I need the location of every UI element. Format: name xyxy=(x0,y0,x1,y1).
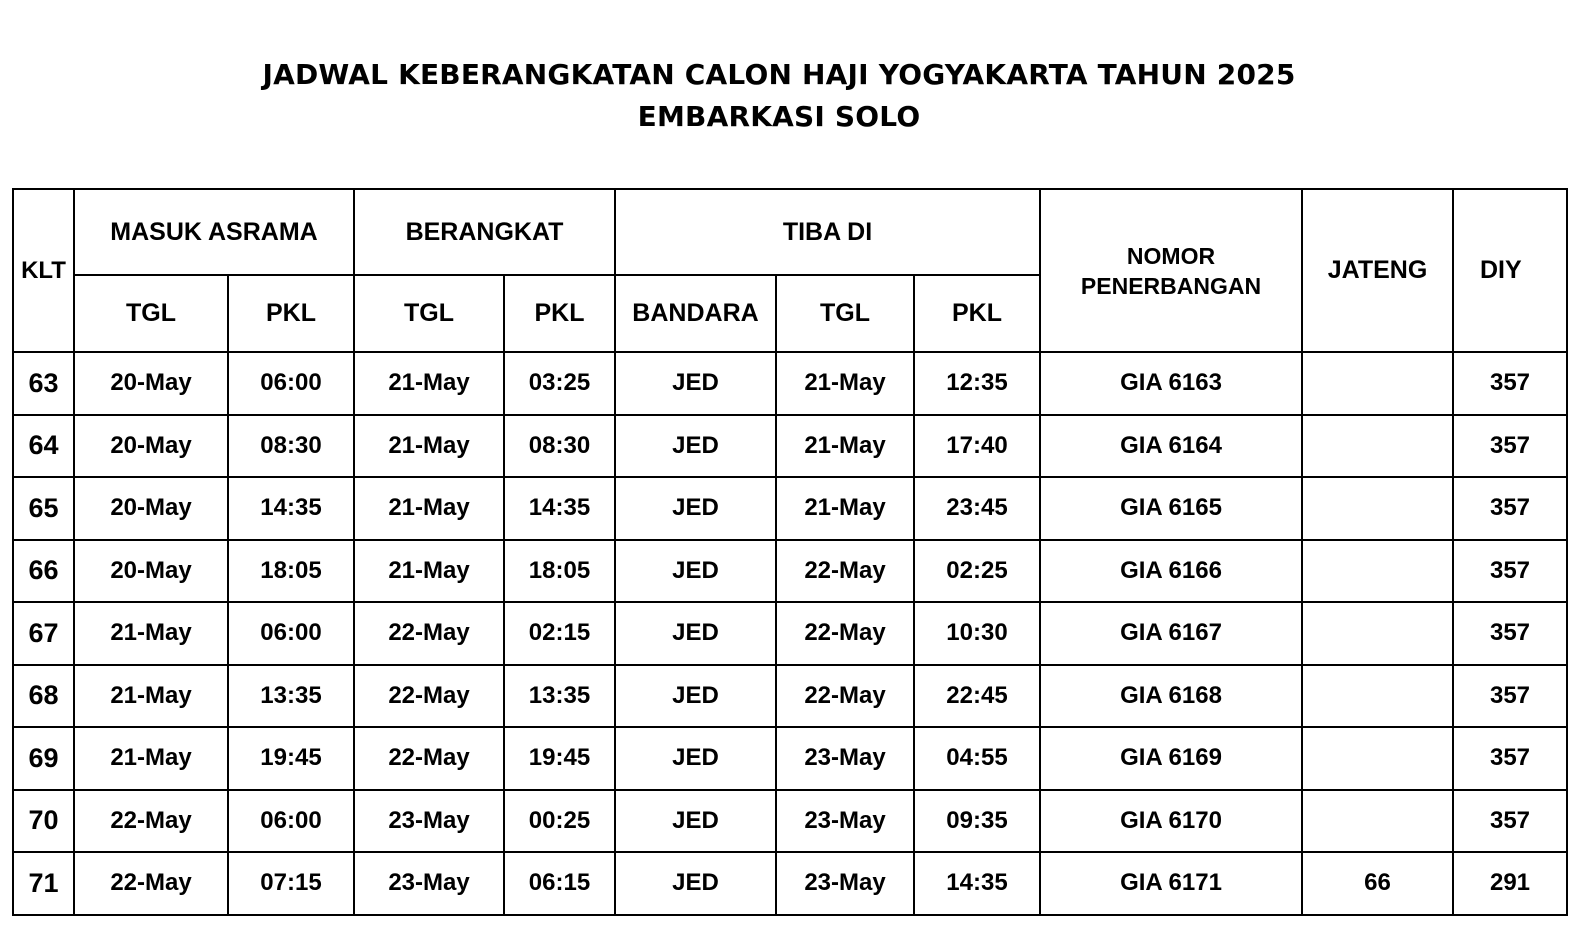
cell-masuk-pkl: 19:45 xyxy=(228,727,354,790)
cell-tiba-tgl: 23-May xyxy=(776,852,914,915)
cell-berangkat-tgl: 22-May xyxy=(354,727,504,790)
cell-berangkat-pkl: 02:15 xyxy=(504,602,615,665)
cell-tiba-pkl: 23:45 xyxy=(914,477,1040,540)
cell-berangkat-pkl: 18:05 xyxy=(504,540,615,603)
cell-bandara: JED xyxy=(615,790,776,853)
header-berangkat: BERANGKAT xyxy=(354,189,615,275)
table-row xyxy=(13,352,1567,415)
cell-flight: GIA 6166 xyxy=(1040,540,1302,603)
cell-tiba-pkl: 02:25 xyxy=(914,540,1040,603)
cell-flight: GIA 6168 xyxy=(1040,665,1302,728)
cell-masuk-pkl: 06:00 xyxy=(228,352,354,415)
table-row xyxy=(13,540,1567,603)
cell-tiba-tgl: 22-May xyxy=(776,665,914,728)
cell-bandara: JED xyxy=(615,852,776,915)
table-row xyxy=(13,665,1567,728)
cell-diy: 357 xyxy=(1453,477,1567,540)
header-masuk-tgl: TGL xyxy=(74,275,228,352)
header-bandara: BANDARA xyxy=(615,275,776,352)
cell-bandara: JED xyxy=(615,727,776,790)
cell-diy: 357 xyxy=(1453,727,1567,790)
cell-masuk-tgl: 21-May xyxy=(74,727,228,790)
cell-flight: GIA 6171 xyxy=(1040,852,1302,915)
cell-jateng xyxy=(1302,352,1453,415)
cell-masuk-tgl: 22-May xyxy=(74,852,228,915)
cell-flight: GIA 6165 xyxy=(1040,477,1302,540)
cell-diy: 291 xyxy=(1453,852,1567,915)
cell-diy: 357 xyxy=(1453,602,1567,665)
header-masuk-asrama: MASUK ASRAMA xyxy=(74,189,354,275)
cell-berangkat-pkl: 08:30 xyxy=(504,415,615,478)
cell-berangkat-tgl: 23-May xyxy=(354,790,504,853)
cell-berangkat-tgl: 21-May xyxy=(354,352,504,415)
cell-flight: GIA 6167 xyxy=(1040,602,1302,665)
cell-berangkat-pkl: 03:25 xyxy=(504,352,615,415)
cell-flight: GIA 6169 xyxy=(1040,727,1302,790)
cell-berangkat-pkl: 00:25 xyxy=(504,790,615,853)
cell-bandara: JED xyxy=(615,477,776,540)
header-tiba-tgl: TGL xyxy=(776,275,914,352)
cell-klt: 69 xyxy=(13,727,74,790)
cell-klt: 71 xyxy=(13,852,74,915)
cell-masuk-tgl: 20-May xyxy=(74,352,228,415)
cell-berangkat-pkl: 19:45 xyxy=(504,727,615,790)
cell-masuk-pkl: 08:30 xyxy=(228,415,354,478)
cell-jateng: 66 xyxy=(1302,852,1453,915)
cell-tiba-pkl: 22:45 xyxy=(914,665,1040,728)
cell-masuk-tgl: 21-May xyxy=(74,665,228,728)
cell-berangkat-pkl: 14:35 xyxy=(504,477,615,540)
cell-jateng xyxy=(1302,477,1453,540)
cell-masuk-pkl: 18:05 xyxy=(228,540,354,603)
cell-diy: 357 xyxy=(1453,540,1567,603)
cell-bandara: JED xyxy=(615,352,776,415)
header-masuk-pkl: PKL xyxy=(228,275,354,352)
cell-bandara: JED xyxy=(615,540,776,603)
header-nomor-penerbangan: NOMOR PENERBANGAN xyxy=(1040,189,1302,352)
cell-klt: 63 xyxy=(13,352,74,415)
cell-tiba-tgl: 23-May xyxy=(776,727,914,790)
cell-berangkat-pkl: 13:35 xyxy=(504,665,615,728)
cell-masuk-pkl: 06:00 xyxy=(228,602,354,665)
cell-berangkat-tgl: 23-May xyxy=(354,852,504,915)
cell-klt: 70 xyxy=(13,790,74,853)
cell-masuk-pkl: 07:15 xyxy=(228,852,354,915)
cell-tiba-tgl: 21-May xyxy=(776,477,914,540)
header-tiba-di: TIBA DI xyxy=(615,189,1040,275)
cell-diy: 357 xyxy=(1453,352,1567,415)
title-line-2: EMBARKASI SOLO xyxy=(637,100,921,133)
cell-berangkat-tgl: 21-May xyxy=(354,540,504,603)
cell-klt: 65 xyxy=(13,477,74,540)
cell-tiba-tgl: 21-May xyxy=(776,415,914,478)
cell-tiba-pkl: 17:40 xyxy=(914,415,1040,478)
cell-flight: GIA 6164 xyxy=(1040,415,1302,478)
cell-masuk-pkl: 06:00 xyxy=(228,790,354,853)
header-berangkat-pkl: PKL xyxy=(504,275,615,352)
cell-tiba-pkl: 09:35 xyxy=(914,790,1040,853)
cell-berangkat-tgl: 22-May xyxy=(354,602,504,665)
cell-flight: GIA 6170 xyxy=(1040,790,1302,853)
table-row xyxy=(13,602,1567,665)
cell-tiba-pkl: 14:35 xyxy=(914,852,1040,915)
table-row xyxy=(13,477,1567,540)
cell-tiba-tgl: 21-May xyxy=(776,352,914,415)
cell-bandara: JED xyxy=(615,415,776,478)
cell-tiba-pkl: 04:55 xyxy=(914,727,1040,790)
header-berangkat-tgl: TGL xyxy=(354,275,504,352)
cell-tiba-tgl: 22-May xyxy=(776,540,914,603)
cell-jateng xyxy=(1302,665,1453,728)
cell-masuk-tgl: 22-May xyxy=(74,790,228,853)
cell-tiba-pkl: 12:35 xyxy=(914,352,1040,415)
cell-berangkat-tgl: 21-May xyxy=(354,477,504,540)
cell-masuk-tgl: 21-May xyxy=(74,602,228,665)
departure-schedule-table xyxy=(12,188,1568,916)
table-row xyxy=(13,852,1567,915)
cell-jateng xyxy=(1302,602,1453,665)
header-klt: KLT xyxy=(13,189,74,352)
cell-berangkat-tgl: 21-May xyxy=(354,415,504,478)
cell-tiba-tgl: 23-May xyxy=(776,790,914,853)
cell-flight: GIA 6163 xyxy=(1040,352,1302,415)
cell-klt: 67 xyxy=(13,602,74,665)
cell-bandara: JED xyxy=(615,602,776,665)
cell-masuk-tgl: 20-May xyxy=(74,415,228,478)
cell-diy: 357 xyxy=(1453,665,1567,728)
table-row xyxy=(13,790,1567,853)
cell-diy: 357 xyxy=(1453,415,1567,478)
cell-masuk-tgl: 20-May xyxy=(74,477,228,540)
cell-bandara: JED xyxy=(615,665,776,728)
header-diy: DIY xyxy=(1453,189,1567,352)
cell-jateng xyxy=(1302,790,1453,853)
cell-jateng xyxy=(1302,415,1453,478)
cell-klt: 68 xyxy=(13,665,74,728)
cell-masuk-pkl: 13:35 xyxy=(228,665,354,728)
cell-berangkat-pkl: 06:15 xyxy=(504,852,615,915)
header-jateng: JATENG xyxy=(1302,189,1453,352)
cell-diy: 357 xyxy=(1453,790,1567,853)
title-line-1: JADWAL KEBERANGKATAN CALON HAJI YOGYAKARTA TAHUN 2025 xyxy=(262,58,1296,91)
cell-jateng xyxy=(1302,540,1453,603)
cell-masuk-pkl: 14:35 xyxy=(228,477,354,540)
cell-berangkat-tgl: 22-May xyxy=(354,665,504,728)
cell-klt: 64 xyxy=(13,415,74,478)
header-tiba-pkl: PKL xyxy=(914,275,1040,352)
cell-tiba-tgl: 22-May xyxy=(776,602,914,665)
cell-klt: 66 xyxy=(13,540,74,603)
header-row-top xyxy=(13,189,1567,275)
cell-jateng xyxy=(1302,727,1453,790)
table-row xyxy=(13,727,1567,790)
cell-masuk-tgl: 20-May xyxy=(74,540,228,603)
document-title xyxy=(0,54,1558,138)
table-row xyxy=(13,415,1567,478)
cell-tiba-pkl: 10:30 xyxy=(914,602,1040,665)
